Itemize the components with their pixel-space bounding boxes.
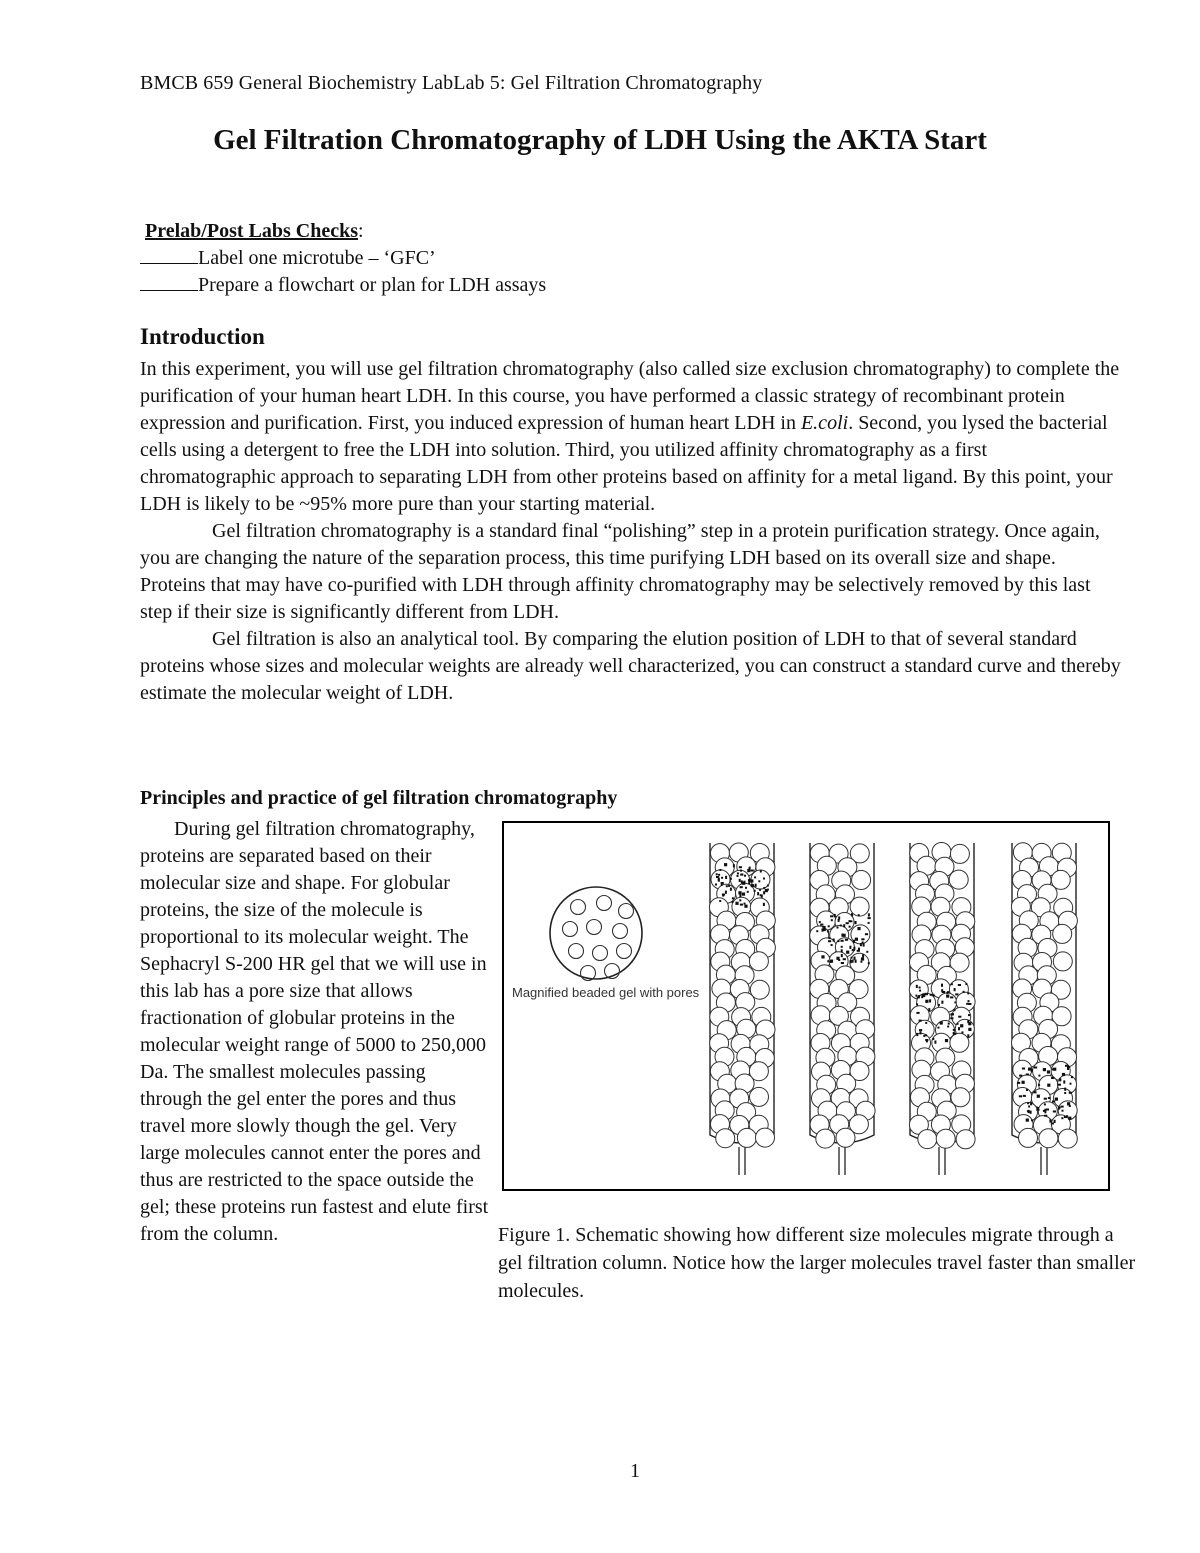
principles-heading: Principles and practice of gel filtration chromatography (140, 787, 618, 809)
checklist-item (140, 272, 546, 299)
intro-paragraph-2: Gel filtration chromatography is a standard final “polishing” step in a protein purification strategy. Once again, you are changing the nature of the separation process, this time purifying LDH based on its overall size and shape. Proteins that may have co-purified with LDH through affinity chromatography may be selectively removed by this last step if their size is significantly different from LDH. (140, 520, 1100, 623)
intro-p1-text-a: In this experiment, you will use gel filtration chromatography (also called size exclusion chromatography) to complete the purification of your human heart LDH. In this course, you have performed a classic strategy of recombinant protein expression and purification. First, you induced expression of human heart LDH in (140, 358, 1120, 434)
introduction-body (140, 356, 1125, 707)
checklist-item-text: Label one microtube – ‘GFC’ (198, 247, 436, 269)
figure-caption: Figure 1. Schematic showing how different size molecules migrate through a gel filtration column. Notice how the larger molecules travel faster than smaller molecules. (498, 1224, 1136, 1302)
checklist-item (140, 245, 546, 272)
running-head: BMCB 659 General Biochemistry LabLab 5: Gel Filtration Chromatography (140, 72, 763, 94)
page-number: 1 (630, 1460, 640, 1482)
gel-column (909, 843, 975, 1176)
principles-body (140, 816, 490, 1248)
check-blank (140, 245, 198, 264)
gel-column (709, 843, 775, 1175)
prelab-heading: Prelab/Post Labs Checks (145, 220, 358, 242)
gel-column (1011, 843, 1077, 1175)
principles-paragraph: During gel filtration chromatography, proteins are separated based on their molecular size and shape. For globular proteins, the size of the molecule is proportional to its molecular weight. The Sephacryl S-200 HR gel that we will use in this lab has a pore size that allows fractionation of globular proteins in the molecular weight range of 5000 to 250,000 Da. The smallest molecules passing through the gel enter the pores and thus travel more slowly though the gel. Very large molecules cannot enter the pores and thus are restricted to the space outside the gel; these proteins run fastest and elute first from the column. (140, 818, 489, 1245)
checklist-item-text: Prepare a flowchart or plan for LDH assays (198, 274, 547, 296)
bead-label: Magnified beaded gel with pores (512, 985, 700, 1000)
figure-1 (502, 821, 1110, 1191)
check-blank (140, 272, 198, 291)
prelab-checklist (140, 218, 546, 299)
magnified-bead (550, 887, 642, 981)
introduction-heading: Introduction (140, 324, 265, 349)
ecoli-italic: E.coli (800, 412, 849, 434)
document-title: Gel Filtration Chromatography of LDH Using the AKTA Start (213, 124, 987, 156)
intro-paragraph-3: Gel filtration is also an analytical tool. By comparing the elution position of LDH to that of several standard proteins whose sizes and molecular weights are already well characterized, you can construct a standard curve and thereby estimate the molecular weight of LDH. (140, 628, 1121, 704)
intro-p1-text-b: . Second, you lysed the bacterial cells using a detergent to free the LDH into solution. Third, you utilized affinity chromatography as a first chromatographic approach to separating LDH from other proteins based on affinity for a metal ligand. By this point, your LDH is likely to be ~95% more pure than your starting material. (140, 412, 1113, 515)
prelab-heading-colon: : (357, 220, 364, 242)
intro-paragraph-1 (140, 356, 1125, 518)
gel-column (810, 843, 875, 1175)
gel-filtration-schematic (504, 823, 1108, 1189)
prelab-heading-line (140, 218, 546, 245)
